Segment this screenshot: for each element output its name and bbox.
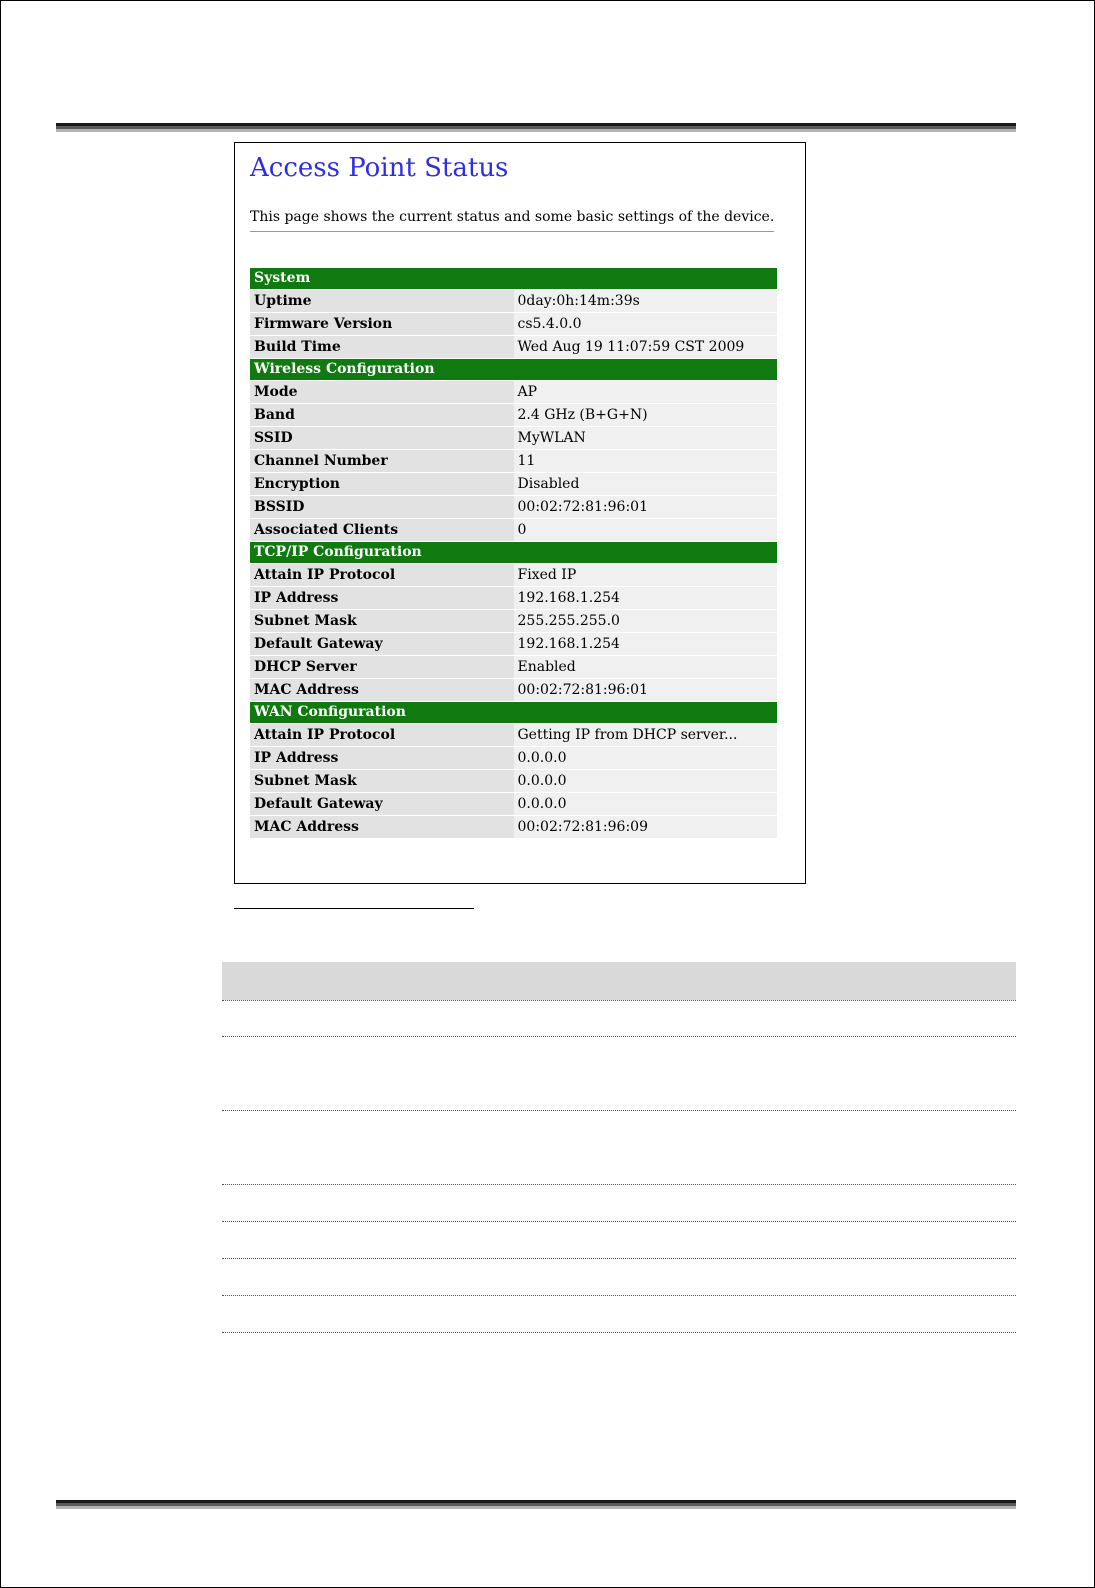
row-divider xyxy=(222,1295,1016,1296)
status-value: 2.4 GHz (B+G+N) xyxy=(514,404,778,426)
status-row xyxy=(250,473,777,495)
status-value: 0.0.0.0 xyxy=(514,747,778,769)
row-divider xyxy=(222,1184,1016,1185)
row-divider xyxy=(222,1036,1016,1037)
status-row xyxy=(250,290,777,312)
status-row xyxy=(250,427,777,449)
status-value: AP xyxy=(514,381,778,403)
status-value: Enabled xyxy=(514,656,778,678)
section-header: System xyxy=(250,268,777,289)
status-label: IP Address xyxy=(250,587,514,609)
status-value: MyWLAN xyxy=(514,427,778,449)
page-description: This page shows the current status and some basic settings of the device. xyxy=(250,209,775,225)
footer-rule xyxy=(56,1500,1016,1509)
status-label: Channel Number xyxy=(250,450,514,472)
status-label: Default Gateway xyxy=(250,633,514,655)
status-label: Firmware Version xyxy=(250,313,514,335)
status-label: Mode xyxy=(250,381,514,403)
status-label: MAC Address xyxy=(250,816,514,838)
status-value: 00:02:72:81:96:01 xyxy=(514,496,778,518)
status-label: Band xyxy=(250,404,514,426)
status-value: 0 xyxy=(514,519,778,541)
status-value: 00:02:72:81:96:09 xyxy=(514,816,778,838)
status-label: Associated Clients xyxy=(250,519,514,541)
status-row xyxy=(250,656,777,678)
row-divider xyxy=(222,1000,1016,1001)
status-value: Wed Aug 19 11:07:59 CST 2009 xyxy=(514,336,778,358)
status-row xyxy=(250,679,777,701)
status-label: IP Address xyxy=(250,747,514,769)
status-row xyxy=(250,313,777,335)
row-divider xyxy=(222,1110,1016,1111)
section-header-row xyxy=(250,268,777,289)
section-header-row xyxy=(250,542,777,563)
section-header: Wireless Configuration xyxy=(250,359,777,380)
status-value: 192.168.1.254 xyxy=(514,587,778,609)
section-header: WAN Configuration xyxy=(250,702,777,723)
status-label: DHCP Server xyxy=(250,656,514,678)
header-rule xyxy=(56,123,1016,132)
row-divider xyxy=(222,1258,1016,1259)
status-value: cs5.4.0.0 xyxy=(514,313,778,335)
status-label: SSID xyxy=(250,427,514,449)
status-row xyxy=(250,793,777,815)
status-value: 11 xyxy=(514,450,778,472)
section-header-row xyxy=(250,359,777,380)
status-label: MAC Address xyxy=(250,679,514,701)
status-row xyxy=(250,564,777,586)
row-divider xyxy=(222,1221,1016,1222)
status-label: Uptime xyxy=(250,290,514,312)
status-table xyxy=(250,267,777,839)
status-label: Attain IP Protocol xyxy=(250,724,514,746)
status-value: 255.255.255.0 xyxy=(514,610,778,632)
status-value: Fixed IP xyxy=(514,564,778,586)
status-value: 192.168.1.254 xyxy=(514,633,778,655)
status-row xyxy=(250,587,777,609)
status-label: Subnet Mask xyxy=(250,610,514,632)
status-row xyxy=(250,519,777,541)
status-label: Subnet Mask xyxy=(250,770,514,792)
section-header: TCP/IP Configuration xyxy=(250,542,777,563)
status-label: Encryption xyxy=(250,473,514,495)
status-row xyxy=(250,633,777,655)
status-label: Attain IP Protocol xyxy=(250,564,514,586)
status-value: 0.0.0.0 xyxy=(514,770,778,792)
section-header-row xyxy=(250,702,777,723)
status-row xyxy=(250,770,777,792)
status-row xyxy=(250,404,777,426)
caption-underline xyxy=(234,908,474,909)
status-label: BSSID xyxy=(250,496,514,518)
status-row xyxy=(250,816,777,838)
divider xyxy=(250,231,774,232)
status-value: Disabled xyxy=(514,473,778,495)
status-value: Getting IP from DHCP server... xyxy=(514,724,778,746)
status-label: Build Time xyxy=(250,336,514,358)
page-title: Access Point Status xyxy=(250,153,509,183)
status-value: 0.0.0.0 xyxy=(514,793,778,815)
status-value: 00:02:72:81:96:01 xyxy=(514,679,778,701)
status-row xyxy=(250,336,777,358)
row-divider xyxy=(222,1332,1016,1333)
status-label: Default Gateway xyxy=(250,793,514,815)
status-value: 0day:0h:14m:39s xyxy=(514,290,778,312)
status-row xyxy=(250,610,777,632)
status-row xyxy=(250,747,777,769)
access-point-status-screenshot xyxy=(234,142,806,884)
status-row xyxy=(250,496,777,518)
status-row xyxy=(250,381,777,403)
status-row xyxy=(250,724,777,746)
table-header-bar xyxy=(222,962,1016,1000)
status-row xyxy=(250,450,777,472)
